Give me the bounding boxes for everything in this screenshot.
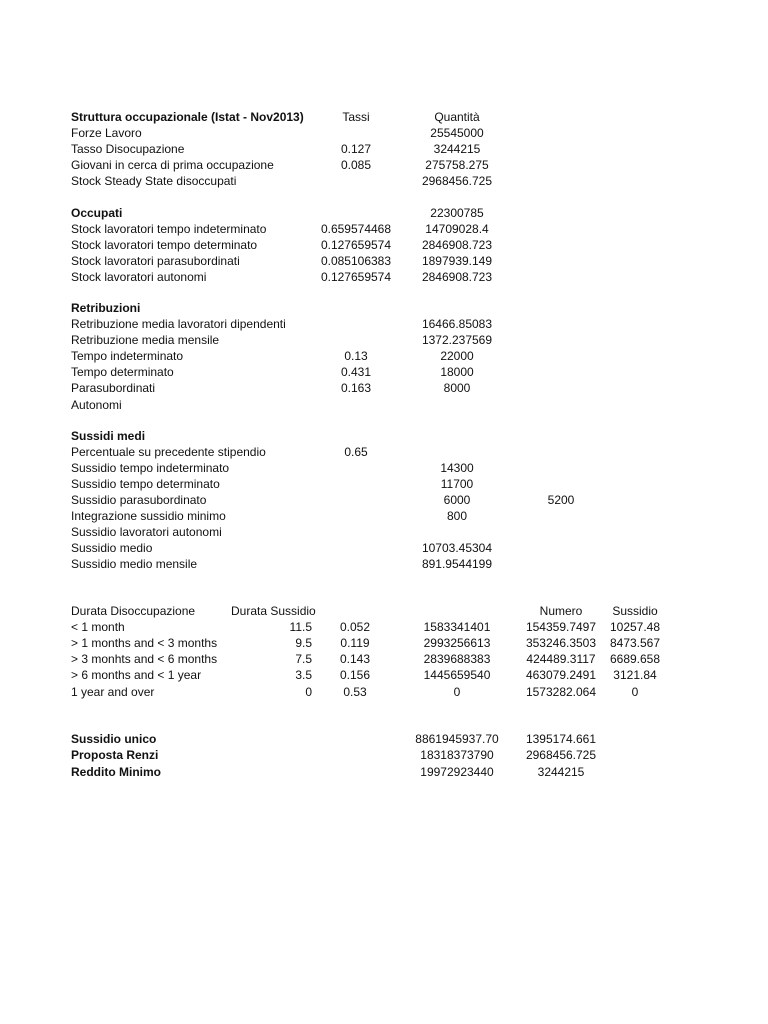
row-label: Stock Steady State disoccupati [71,174,237,188]
row-label: Stock lavoratori parasubordinati [71,254,240,268]
row-numero: 463079.2491 [525,668,597,682]
row-quantita: 22000 [440,349,474,363]
row-label: Stock lavoratori tempo determinato [71,238,258,252]
row-numero: 154359.7497 [525,620,597,634]
row-label: > 1 months and < 3 months [71,636,218,650]
table-row [0,747,768,763]
table-row [0,476,768,492]
row-quantita: 891.9544199 [421,557,493,571]
row-tasso: 0.085106383 [320,254,392,268]
table-row [0,332,768,348]
row-sussidio: 10257.48 [609,620,661,634]
row-quantita: 6000 [443,493,471,507]
row-tasso: 0.127 [340,142,372,156]
row-quantita: 800 [446,509,468,523]
row-quantita: 16466.85083 [421,317,493,331]
row-costo: 2993256613 [423,636,491,650]
row-label: Stock lavoratori autonomi [71,270,207,284]
table-row [0,540,768,556]
table-row [0,508,768,524]
column-header-numero: Numero [539,604,583,618]
section-title-sussidi: Sussidi medi [71,429,146,443]
table-row [0,173,768,189]
row-label: Tempo indeterminato [71,349,184,363]
retribuzioni-header-row [0,300,768,316]
row-tasso: 0.163 [340,381,372,395]
row-costo: 1445659540 [423,668,491,682]
row-numero: 353246.3503 [525,636,597,650]
table-row [0,667,768,683]
table-row [0,492,768,508]
row-numero: 1395174.661 [525,732,597,746]
sussidi-header-row [0,428,768,444]
row-costo: 8861945937.70 [415,732,499,746]
row-label: Proposta Renzi [71,748,159,762]
row-label: Forze Lavoro [71,126,142,140]
row-label: Autonomi [71,398,122,412]
table-row [0,444,768,460]
row-label: Retribuzione media lavoratori dipendenti [71,317,286,331]
row-costo: 1583341401 [423,620,491,634]
row-costo: 2839688383 [423,652,491,666]
row-durata: 9.5 [295,636,312,650]
row-sussidio: 6689.658 [609,652,661,666]
row-rate: 0.119 [340,636,370,650]
row-label: Sussidio tempo determinato [71,477,220,491]
row-numero: 3244215 [537,765,585,779]
row-durata: 7.5 [295,652,312,666]
row-durata: 11.5 [289,620,312,634]
column-header-tassi: Tassi [342,110,370,124]
row-numero: 1573282.064 [525,685,597,699]
row-label: Reddito Minimo [71,765,161,779]
row-rate: 0.53 [343,685,367,699]
table-row [0,237,768,253]
table-row [0,316,768,332]
row-rate: 0.143 [339,652,371,666]
row-label: Sussidio medio [71,541,153,555]
table-row [0,731,768,747]
table-row [0,380,768,396]
row-costo: 18318373790 [420,748,494,762]
table-row [0,253,768,269]
struttura-header-row [0,109,768,125]
row-quantita: 275758.275 [425,158,489,172]
table-row [0,635,768,651]
row-label: > 3 monhts and < 6 months [71,652,218,666]
row-label: 1 year and over [71,685,155,699]
row-quantita: 25545000 [430,126,484,140]
table-row [0,364,768,380]
section-title-retribuzioni: Retribuzioni [71,301,141,315]
table-row [0,157,768,173]
table-row [0,524,768,540]
row-tasso: 0.13 [344,349,368,363]
occupati-total: 22300785 [430,206,484,220]
table-row [0,397,768,413]
occupati-header-row [0,205,768,221]
row-label: Percentuale su precedente stipendio [71,445,266,459]
section-title-occupati: Occupati [71,206,123,220]
row-tasso: 0.431 [340,365,372,379]
row-sussidio: 8473.567 [609,636,661,650]
table-row [0,764,768,780]
row-label: Giovani in cerca di prima occupazione [71,158,274,172]
row-quantita: 1897939.149 [421,254,493,268]
durata-header-row [0,603,768,619]
table-row [0,269,768,285]
table-row [0,460,768,476]
row-label: Sussidio medio mensile [71,557,198,571]
row-label: Retribuzione media mensile [71,333,220,347]
row-costo: 0 [453,685,461,699]
row-label: > 6 months and < 1 year [71,668,202,682]
row-extra: 5200 [547,493,575,507]
row-quantita: 10703.45304 [421,541,493,555]
row-quantita: 8000 [443,381,471,395]
row-rate: 0.156 [339,668,371,682]
table-row [0,125,768,141]
row-label: Parasubordinati [71,381,156,395]
row-quantita: 14709028.4 [425,222,489,236]
column-header-quantita: Quantità [434,110,480,124]
row-tasso: 0.65 [344,445,368,459]
table-row [0,619,768,635]
section-title-struttura: Struttura occupazionale (Istat - Nov2013) [71,110,304,124]
row-sussidio: 0 [631,685,639,699]
row-tasso: 0.127659574 [320,238,392,252]
table-row [0,651,768,667]
row-label: < 1 month [71,620,125,634]
row-numero: 2968456.725 [525,748,597,762]
row-costo: 19972923440 [420,765,494,779]
column-header-durata-sussidio: Durata Sussidio [231,604,316,618]
row-tasso: 0.659574468 [320,222,392,236]
table-row [0,221,768,237]
row-quantita: 18000 [440,365,474,379]
column-header-durata-disoccupazione: Durata Disoccupazione [71,604,196,618]
row-quantita: 2846908.723 [421,238,493,252]
row-quantita: 2968456.725 [421,174,493,188]
row-label: Tempo determinato [71,365,174,379]
row-quantita: 14300 [440,461,474,475]
row-tasso: 0.127659574 [320,270,392,284]
table-row [0,684,768,700]
table-row [0,141,768,157]
row-numero: 424489.3117 [526,652,596,666]
row-quantita: 11700 [440,477,474,491]
row-label: Integrazione sussidio minimo [71,509,226,523]
row-label: Sussidio parasubordinato [71,493,207,507]
row-quantita: 2846908.723 [421,270,493,284]
row-label: Tasso Disocupazione [71,142,185,156]
row-durata: 3.5 [295,668,312,682]
row-sussidio: 3121.84 [613,668,657,682]
row-label: Stock lavoratori tempo indeterminato [71,222,267,236]
table-row [0,348,768,364]
row-label: Sussidio lavoratori autonomi [71,525,222,539]
column-header-sussidio: Sussidio [612,604,658,618]
row-tasso: 0.085 [340,158,372,172]
row-rate: 0.052 [339,620,371,634]
row-label: Sussidio unico [71,732,157,746]
table-row [0,556,768,572]
row-quantita: 1372.237569 [421,333,493,347]
row-durata: 0 [305,685,312,699]
row-quantita: 3244215 [433,142,481,156]
row-label: Sussidio tempo indeterminato [71,461,230,475]
